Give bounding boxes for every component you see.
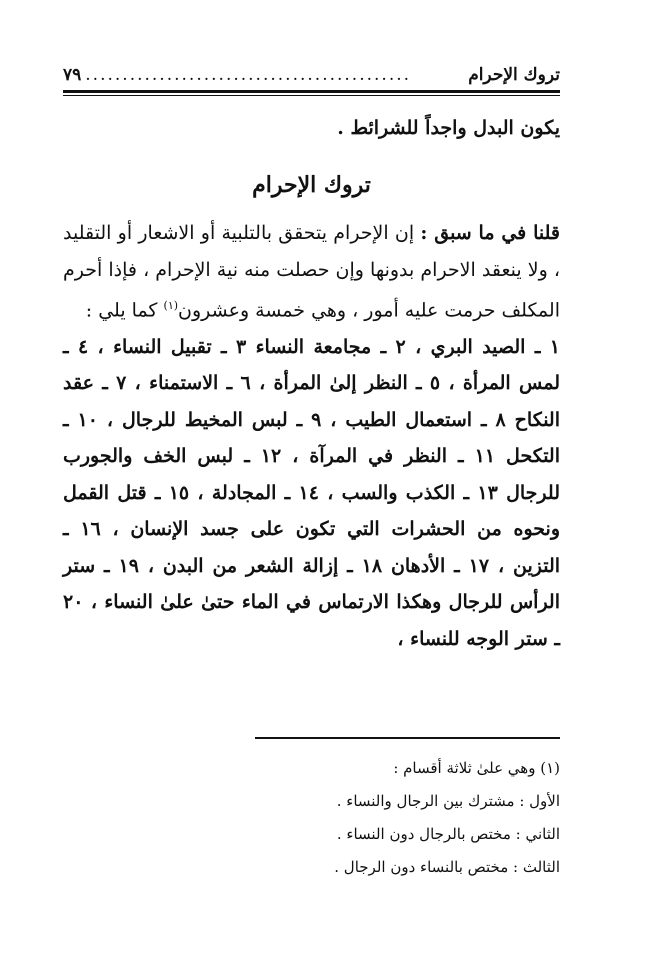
page-number: ٧٩: [63, 65, 82, 85]
main-text: [63, 110, 560, 657]
leader-dots: ............................................: [85, 65, 412, 85]
page-number-group: [63, 65, 411, 85]
footnote-line: الثالث : مختص بالنساء دون الرجال .: [334, 858, 560, 876]
footnote-rule: [255, 737, 560, 739]
running-header: [63, 63, 560, 87]
footnotes: [255, 752, 560, 884]
paragraph-lead: قلنا في ما سبق :: [420, 222, 560, 244]
footnote-line: (١) وهي علىٰ ثلاثة أقسام :: [393, 759, 560, 777]
intro-line: يكون البدل واجداً للشرائط .: [337, 117, 560, 139]
prohibitions-list: ١ ـ الصيد البري ، ٢ ـ مجامعة النساء ٣ ـ تقبيل النساء ، ٤ ـ لمس المرأة ، ٥ ـ النظر إلىٰ المرأة ، ٦ ـ الاستمناء ، ٧ ـ عقد النكاح ٨ ـ استعمال الطيب ، ٩ ـ لبس المخيط للرجال ، ١٠ ـ التكحل ١١ ـ النظر في المرآة ، ١٢ ـ لبس الخف والجورب للرجال ١٣ ـ الكذب والسب ، ١٤ ـ المجادلة ، ١٥ ـ قتل القمل ونحوه من الحشرات التي تكون على جسد الإنسان ، ١٦ ـ التزين ، ١٧ ـ الأدهان ١٨ ـ إزالة الشعر من البدن ، ١٩ ـ ستر الرأس للرجال وهكذا الارتماس في الماء حتىٰ علىٰ النساء ، ٢٠ ـ ستر الوجه للنساء ،: [63, 335, 561, 650]
intro-paragraph: [63, 215, 560, 329]
header-title: تروك الإحرام: [468, 65, 560, 85]
footnote-reference: (١): [163, 299, 179, 312]
footnote-line: الأول : مشترك بين الرجال والنساء .: [336, 792, 560, 810]
paragraph-text: إن الإحرام يتحقق بالتلبية أو الاشعار أو التقليد ، ولا ينعقد الاحرام بدونها وإن حصلت منه نية الإحرام ، فإذا أحرم المكلف حرمت عليه أمور ، وهي خمسة وعشرون: [63, 222, 560, 322]
section-title: تروك الإحرام: [252, 171, 371, 198]
header-rule-thick: [63, 90, 560, 93]
header-rule-thin: [63, 95, 560, 96]
footnote-line: الثاني : مختص بالرجال دون النساء .: [336, 825, 560, 843]
paragraph-end: كما يلي :: [85, 299, 164, 322]
